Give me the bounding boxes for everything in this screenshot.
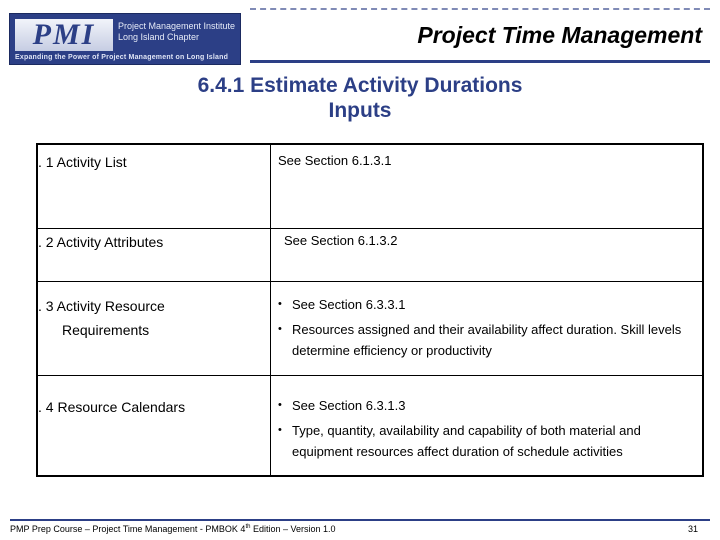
footer-course-text [10, 524, 336, 534]
slide-title-line1: 6.4.1 Estimate Activity Durations [197, 74, 523, 97]
footer-text-part: Edition – Version 1.0 [250, 524, 336, 534]
table-row-divider [38, 375, 702, 376]
row-value-text: See Section 6.1.3.1 [278, 153, 392, 168]
slide-title-line2: Inputs [328, 99, 392, 122]
bullet-item: • See Section 6.3.3.1 [278, 294, 693, 315]
logo-org-name [118, 21, 238, 43]
logo-org-line1: Project Management Institute [118, 21, 236, 31]
table-row-value [278, 294, 693, 361]
table-row-label [38, 395, 270, 419]
row-label-text: . 1 Activity List [38, 154, 127, 170]
row-label-text: Requirements [62, 322, 150, 338]
table-row-value [278, 395, 693, 462]
bullet-item: • Type, quantity, availability and capability of both material and equipment resources affect duration of schedule activities [278, 420, 693, 462]
page-number: 31 [687, 524, 698, 534]
footer-divider [10, 519, 710, 521]
bullet-item: • See Section 6.3.1.3 [278, 395, 693, 416]
table-row-label [38, 294, 270, 342]
logo-org-line2: Long Island Chapter [118, 32, 200, 42]
header-top-divider [250, 8, 710, 11]
table-row-label [38, 150, 270, 174]
bullet-item: • Resources assigned and their availability affect duration. Skill levels determine efficiency or productivity [278, 319, 693, 361]
header-title: Project Time Management [417, 22, 702, 48]
row-label-text: . 4 Resource Calendars [38, 399, 186, 415]
table-row-value [278, 150, 693, 171]
table-row-value [284, 230, 699, 251]
row-label-text: . 3 Activity Resource [38, 298, 165, 314]
slide-title [0, 73, 720, 123]
header-divider [250, 60, 710, 63]
footer-text-part: PMP Prep Course – Project Time Management - PMBOK 4 [10, 524, 246, 534]
table-row-divider [38, 281, 702, 282]
footer-text-sup: th [245, 524, 251, 530]
logo-tagline: Expanding the Power of Project Management on Long Island [15, 54, 229, 61]
inputs-table [36, 143, 704, 477]
row-label-text: . 2 Activity Attributes [38, 234, 164, 250]
table-column-divider [270, 145, 271, 475]
table-row-divider [38, 228, 702, 229]
pmi-logo [9, 13, 241, 65]
logo-mark: PMI [15, 19, 113, 51]
row-value-text: See Section 6.1.3.2 [284, 233, 398, 248]
table-row-label [38, 230, 270, 254]
